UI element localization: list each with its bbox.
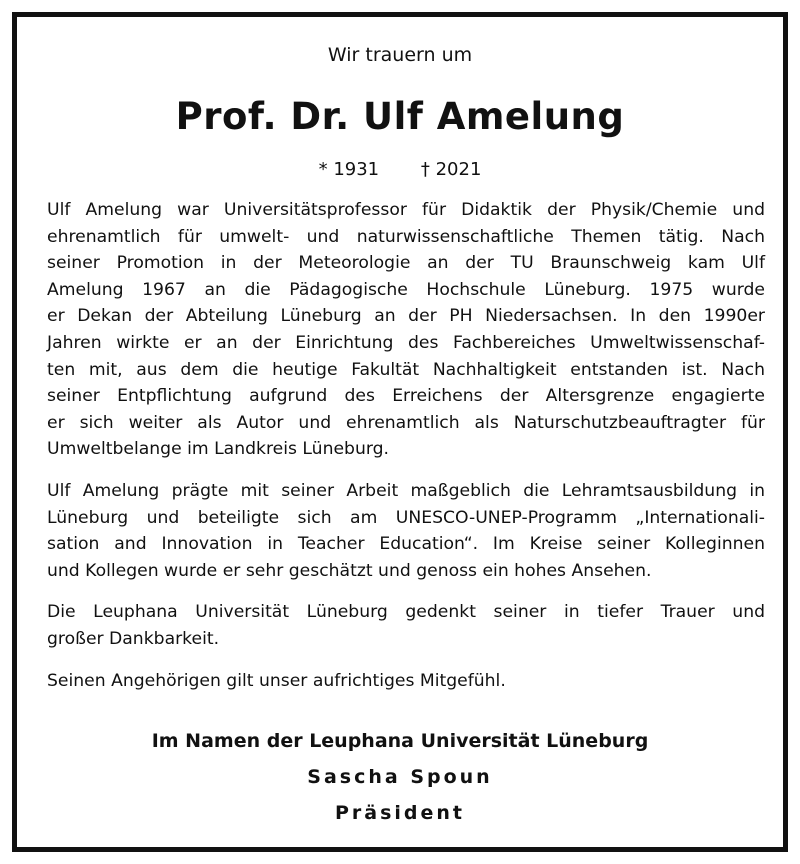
signature-name: Sascha Spoun bbox=[307, 766, 493, 788]
text-line: Amelung 1967 an die Pädagogische Hochschule Lüneburg. 1975 wurde bbox=[47, 279, 765, 300]
obituary-notice bbox=[12, 12, 788, 852]
paragraph-teaching bbox=[47, 478, 765, 584]
text-line: seiner Entpflichtung aufgrund des Erreichens der Altersgrenze engagierte bbox=[47, 386, 765, 407]
text-line: er sich weiter als Autor und ehrenamtlich als Naturschutzbeauftragter für bbox=[47, 412, 765, 433]
text-line: Die Leuphana Universität Lüneburg gedenkt seiner in tiefer Trauer und bbox=[47, 602, 765, 623]
text-line: ten mit, aus dem die heutige Fakultät Nachhaltigkeit entstanden ist. Nach bbox=[47, 359, 765, 380]
text-line: Umweltbelange im Landkreis Lüneburg. bbox=[47, 439, 389, 460]
signature-title: Präsident bbox=[334, 802, 466, 824]
text-line: großer Dankbarkeit. bbox=[47, 628, 220, 649]
text-line: seiner Promotion in der Meteorologie an der TU Braunschweig kam Ulf bbox=[47, 253, 765, 274]
obituary-body bbox=[47, 197, 765, 709]
text-line: Lüneburg und beteiligte sich am UNESCO-UNEP-Programm „Internationali- bbox=[47, 507, 765, 528]
text-line: sation and Innovation in Teacher Education“. Im Kreise seiner Kolleginnen bbox=[47, 534, 765, 555]
text-line: Seinen Angehörigen gilt unser aufrichtiges Mitgefühl. bbox=[47, 670, 506, 691]
life-dates bbox=[17, 159, 783, 180]
intro-text: Wir trauern um bbox=[327, 44, 473, 66]
text-line: ehrenamtlich für umwelt- und naturwissenschaftliche Themen tätig. Nach bbox=[47, 226, 765, 247]
paragraph-career bbox=[47, 197, 765, 463]
paragraph-remembrance bbox=[47, 599, 765, 652]
birth-year: * 1931 bbox=[318, 159, 380, 180]
text-line: Ulf Amelung prägte mit seiner Arbeit maßgeblich die Lehramtsausbildung in bbox=[47, 480, 765, 501]
text-line: und Kollegen wurde er sehr geschätzt und genoss ein hohes Ansehen. bbox=[47, 560, 652, 581]
paragraph-condolence bbox=[47, 668, 765, 695]
text-line: er Dekan der Abteilung Lüneburg an der PH Niedersachsen. In den 1990er bbox=[47, 306, 765, 327]
text-line: Ulf Amelung war Universitätsprofessor für Didaktik der Physik/Chemie und bbox=[47, 200, 765, 220]
deceased-name: Prof. Dr. Ulf Amelung bbox=[175, 95, 625, 138]
text-line: Jahren wirkte er an der Einrichtung des Fachbereiches Umweltwissenschaf- bbox=[47, 332, 765, 353]
death-year: † 2021 bbox=[420, 159, 482, 180]
signature-institution: Im Namen der Leuphana Universität Lüneburg bbox=[151, 730, 649, 752]
